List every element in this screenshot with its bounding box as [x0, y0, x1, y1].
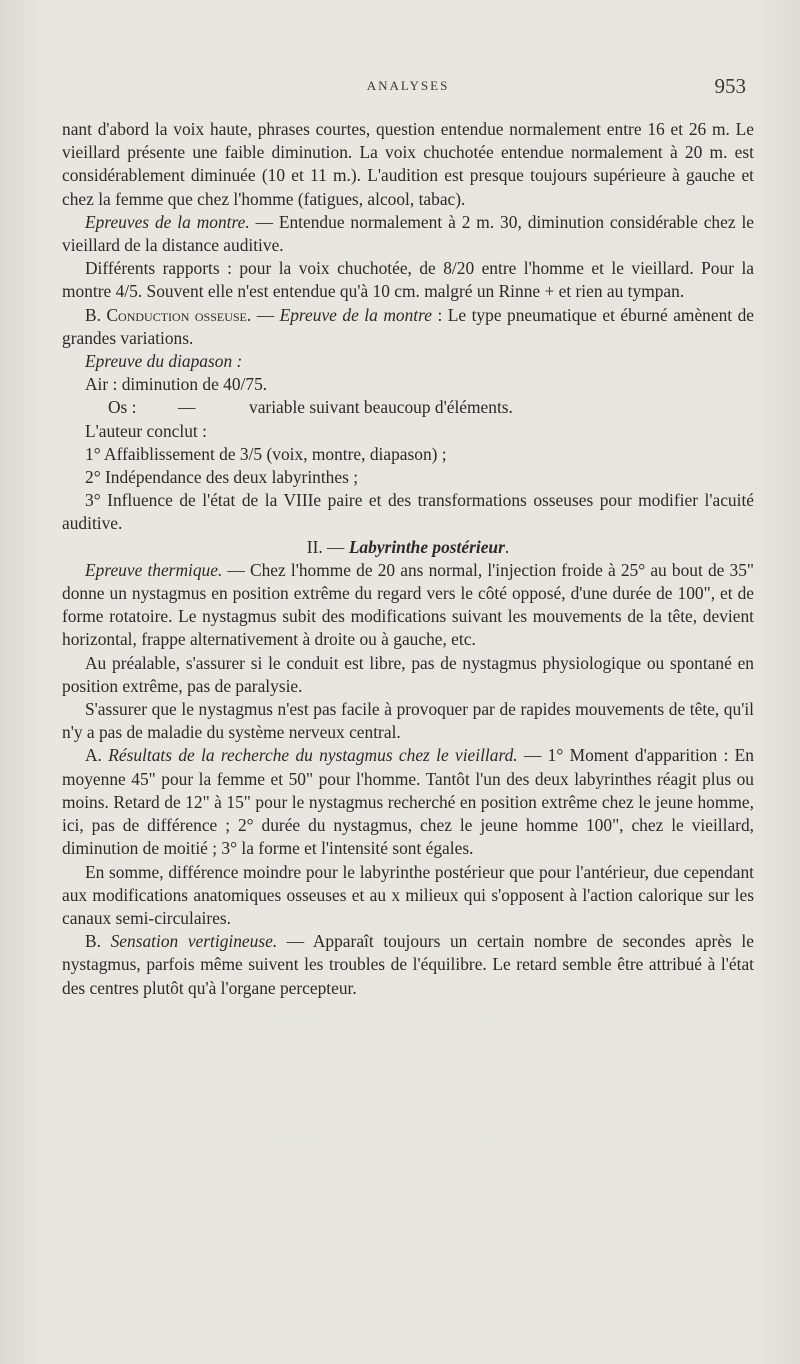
dash: — [251, 304, 280, 325]
list-item: 1° Affaiblissement de 3/5 (voix, montre, diapason) ; [85, 443, 447, 464]
paragraph [62, 350, 754, 373]
section-number: II. — [306, 536, 349, 557]
os-dash: — [178, 397, 196, 418]
section-title: Labyrinthe postérieur [348, 536, 505, 557]
italic-heading: Epreuve thermique. [85, 559, 223, 580]
running-head: ANALYSES [366, 78, 450, 93]
list-item: 2° Indépendance des deux labyrinthes ; [85, 467, 359, 488]
paragraph-text: — Apparaît toujours un certain nombre de secondes après le nystagmus, parfois même suivent les troubles de l'équilibre. Le retard semble être attribué à l'état des centres plutôt qu'à l'organe percepteur. [62, 931, 754, 998]
page-header [62, 74, 754, 118]
paragraph: Au préalable, s'assurer si le conduit est libre, pas de nystagmus physiologique ou spontané en position extrême, pas de paralysie. [62, 652, 754, 696]
small-caps-heading: Conduction osseuse. [106, 304, 252, 325]
paragraph [62, 559, 754, 652]
paragraph [62, 396, 754, 419]
list-item: 3° Influence de l'état de la VIIIe paire et des transformations osseuses pour modifier l'acuité auditive. [62, 490, 754, 534]
section-letter: B. [85, 304, 107, 325]
body-text [62, 118, 754, 1000]
paragraph-text: — 1° Moment d'apparition : En moyenne 45" pour la femme et 50" pour l'homme. Tantôt l'un des deux labyrinthes réagit plus ou moins. Retard de 12" à 15" pour le nystagmus recherché en position extrême chez le jeune homme, ici, pas de différence ; 2° durée du nystagmus, chez le jeune homme 100", chez le vieillard, diminution de moitié ; 3° la forme et l'intensité sont égales. [62, 745, 754, 859]
italic-heading: Sensation vertigineuse. [110, 931, 278, 952]
os-text: variable suivant beaucoup d'éléments. [249, 397, 513, 418]
page-number: 953 [714, 74, 746, 98]
paragraph: Air : diminution de 40/75. [85, 374, 268, 395]
paragraph-text: — Entendue normalement à 2 m. 30, diminution considérable chez le vieillard de la distance auditive. [62, 211, 755, 256]
italic-heading: Epreuve du diapason : [85, 351, 243, 372]
italic-heading: Résultats de la recherche du nystagmus chez le vieillard. [108, 745, 518, 766]
section-letter: A. [85, 745, 109, 766]
paragraph: nant d'abord la voix haute, phrases courtes, question entendue normalement entre 16 et 26 m. Le vieillard présente une faible diminution. La voix chuchotée entendue normalement à 20 m. est considérablement diminuée (10 et 11 m.). L'audition est presque toujours supérieure à gauche et chez la femme que chez l'homme (fatigues, alcool, tabac). [62, 119, 754, 209]
section-letter: B. [85, 931, 111, 952]
section-end: . [504, 536, 510, 557]
paragraph [62, 304, 754, 350]
section-heading [62, 536, 754, 559]
paragraph [62, 211, 754, 257]
paragraph: S'assurer que le nystagmus n'est pas facile à provoquer par de rapides mouvements de tête, qu'il n'y a pas de maladie du système nerveux central. [62, 699, 754, 743]
paragraph-text: : Le type pneumatique et éburné amènent de grandes variations. [62, 304, 755, 348]
italic-heading: Epreuve de la montre [279, 304, 432, 325]
paragraph: En somme, différence moindre pour le labyrinthe postérieur que pour l'antérieur, due cependant aux modifications anatomiques osseuses et au x milieux qui s'opposent à l'action calorique sur les canaux semi-circulaires. [62, 861, 754, 928]
os-label: Os : [108, 397, 137, 418]
paragraph [62, 744, 754, 860]
italic-heading: Epreuves de la montre. [85, 211, 250, 232]
paragraph: Différents rapports : pour la voix chuchotée, de 8/20 entre l'homme et le vieillard. Pour la montre 4/5. Souvent elle n'est entendue qu'à 10 cm. malgré un Rinne + et rien au tympan. [62, 258, 754, 302]
paragraph [62, 930, 754, 1000]
paragraph: L'auteur conclut : [85, 420, 207, 441]
paragraph-text: — Chez l'homme de 20 ans normal, l'injection froide à 25° au bout de 35" donne un nystagmus en position extrême du regard vers le côté opposé, d'une durée de 100", et de forme rotatoire. Le nystagmus subit des modifications suivant les mouvements de la tête, devient horizontal, frappe alternativement à droite ou à gauche, etc. [62, 559, 754, 650]
